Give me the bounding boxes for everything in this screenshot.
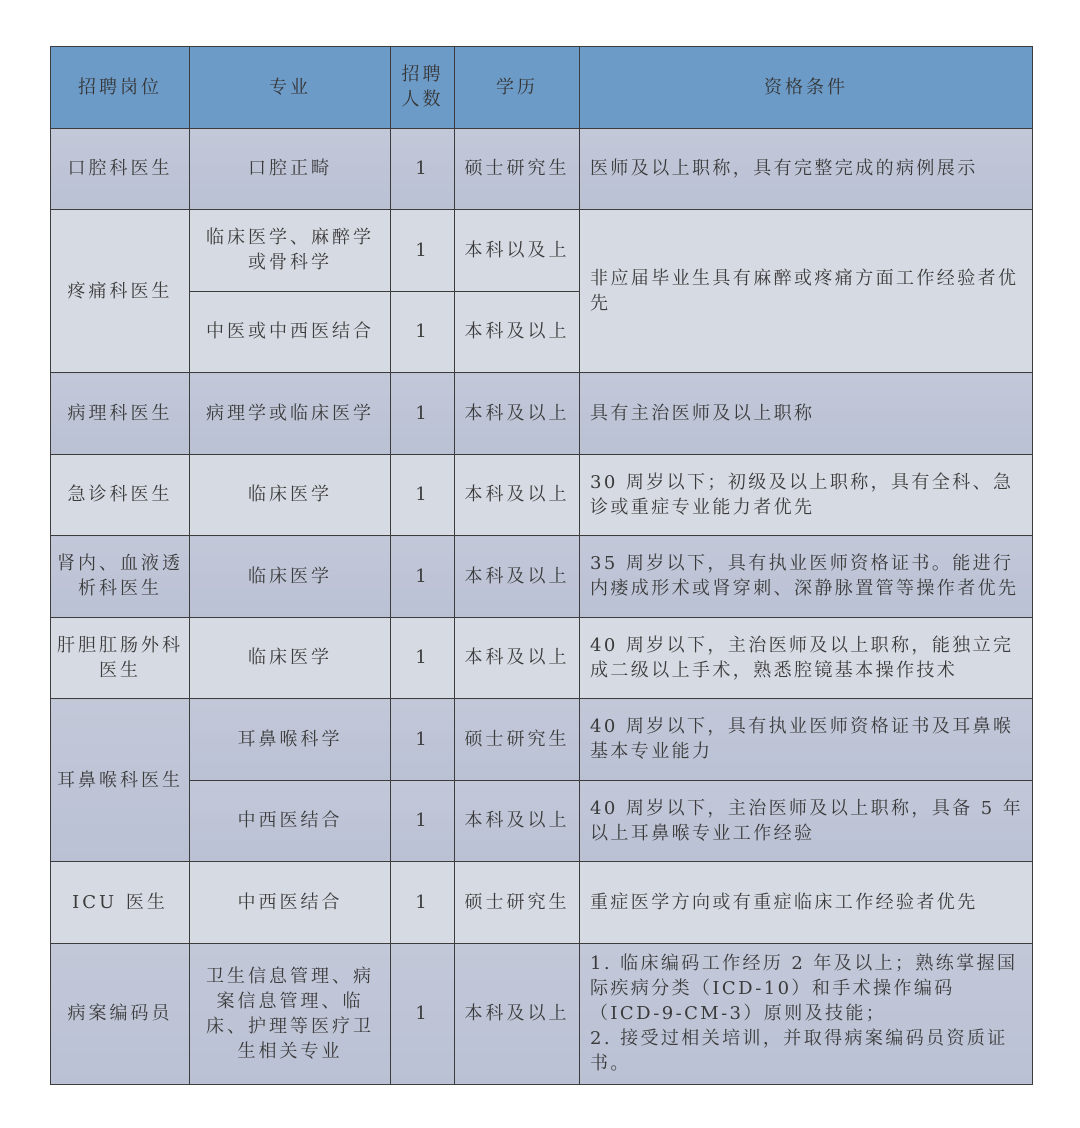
count-cell: 1 — [391, 699, 455, 781]
recruitment-table — [50, 46, 1033, 1085]
header-major: 专业 — [190, 47, 391, 129]
table-row — [51, 373, 1033, 455]
education-cell: 本科及以上 — [455, 617, 580, 699]
count-cell: 1 — [391, 454, 455, 536]
position-cell: 病理科医生 — [51, 373, 190, 455]
header-count-line1: 招聘 — [401, 64, 444, 86]
education-cell: 本科及以上 — [455, 291, 580, 373]
requirement-cell: 非应届毕业生具有麻醉或疼痛方面工作经验者优先 — [580, 210, 1033, 373]
requirement-cell: 35 周岁以下，具有执业医师资格证书。能进行内瘘成形术或肾穿刺、深静脉置管等操作者优先 — [580, 536, 1033, 618]
position-cell: 病案编码员 — [51, 943, 190, 1084]
education-cell: 本科及以上 — [455, 536, 580, 618]
requirement-cell — [580, 943, 1033, 1084]
count-cell: 1 — [391, 943, 455, 1084]
requirement-cell: 重症医学方向或有重症临床工作经验者优先 — [580, 862, 1033, 944]
position-cell: ICU 医生 — [51, 862, 190, 944]
position-cell: 耳鼻喉科医生 — [51, 699, 190, 862]
table-row — [51, 617, 1033, 699]
position-cell: 口腔科医生 — [51, 128, 190, 210]
position-cell: 疼痛科医生 — [51, 210, 190, 373]
count-cell: 1 — [391, 617, 455, 699]
table-row — [51, 454, 1033, 536]
count-cell: 1 — [391, 128, 455, 210]
table-row — [51, 943, 1033, 1084]
education-cell: 硕士研究生 — [455, 699, 580, 781]
major-cell: 卫生信息管理、病案信息管理、临床、护理等医疗卫生相关专业 — [190, 943, 391, 1084]
header-education: 学历 — [455, 47, 580, 129]
major-cell: 临床医学 — [190, 454, 391, 536]
table-row — [51, 128, 1033, 210]
table-row — [51, 862, 1033, 944]
requirement-cell: 具有主治医师及以上职称 — [580, 373, 1033, 455]
education-cell: 本科及以上 — [455, 373, 580, 455]
education-cell: 本科及以上 — [455, 780, 580, 862]
header-position: 招聘岗位 — [51, 47, 190, 129]
position-cell: 肝胆肛肠外科医生 — [51, 617, 190, 699]
count-cell: 1 — [391, 862, 455, 944]
count-cell: 1 — [391, 291, 455, 373]
table-row — [51, 210, 1033, 292]
requirement-cell: 40 周岁以下，具有执业医师资格证书及耳鼻喉基本专业能力 — [580, 699, 1033, 781]
major-cell: 中西医结合 — [190, 862, 391, 944]
header-count-line2: 人数 — [401, 89, 444, 111]
major-cell: 口腔正畸 — [190, 128, 391, 210]
education-cell: 本科及以上 — [455, 454, 580, 536]
major-cell: 中西医结合 — [190, 780, 391, 862]
major-cell: 临床医学 — [190, 536, 391, 618]
major-cell: 耳鼻喉科学 — [190, 699, 391, 781]
count-cell: 1 — [391, 210, 455, 292]
requirement-line: 2. 接受过相关培训，并取得病案编码员资质证书。 — [590, 1028, 1008, 1074]
table-row — [51, 699, 1033, 781]
requirement-cell: 医师及以上职称，具有完整完成的病例展示 — [580, 128, 1033, 210]
count-cell: 1 — [391, 780, 455, 862]
table-row — [51, 780, 1033, 862]
major-cell: 临床医学、麻醉学或骨科学 — [190, 210, 391, 292]
count-cell: 1 — [391, 373, 455, 455]
header-count — [391, 47, 455, 129]
count-cell: 1 — [391, 536, 455, 618]
education-cell: 硕士研究生 — [455, 128, 580, 210]
education-cell: 硕士研究生 — [455, 862, 580, 944]
header-requirements: 资格条件 — [580, 47, 1033, 129]
requirement-cell: 30 周岁以下；初级及以上职称，具有全科、急诊或重症专业能力者优先 — [580, 454, 1033, 536]
requirement-cell: 40 周岁以下，主治医师及以上职称，能独立完成二级以上手术，熟悉腔镜基本操作技术 — [580, 617, 1033, 699]
education-cell: 本科及以上 — [455, 943, 580, 1084]
position-cell: 肾内、血液透析科医生 — [51, 536, 190, 618]
requirement-cell: 40 周岁以下，主治医师及以上职称，具备 5 年以上耳鼻喉专业工作经验 — [580, 780, 1033, 862]
header-row — [51, 47, 1033, 129]
major-cell: 病理学或临床医学 — [190, 373, 391, 455]
major-cell: 临床医学 — [190, 617, 391, 699]
education-cell: 本科以及上 — [455, 210, 580, 292]
table-row — [51, 536, 1033, 618]
major-cell: 中医或中西医结合 — [190, 291, 391, 373]
position-cell: 急诊科医生 — [51, 454, 190, 536]
requirement-line: 1. 临床编码工作经历 2 年及以上；熟练掌握国际疾病分类（ICD-10）和手术操作编码（ICD-9-CM-3）原则及技能； — [590, 953, 1018, 1024]
